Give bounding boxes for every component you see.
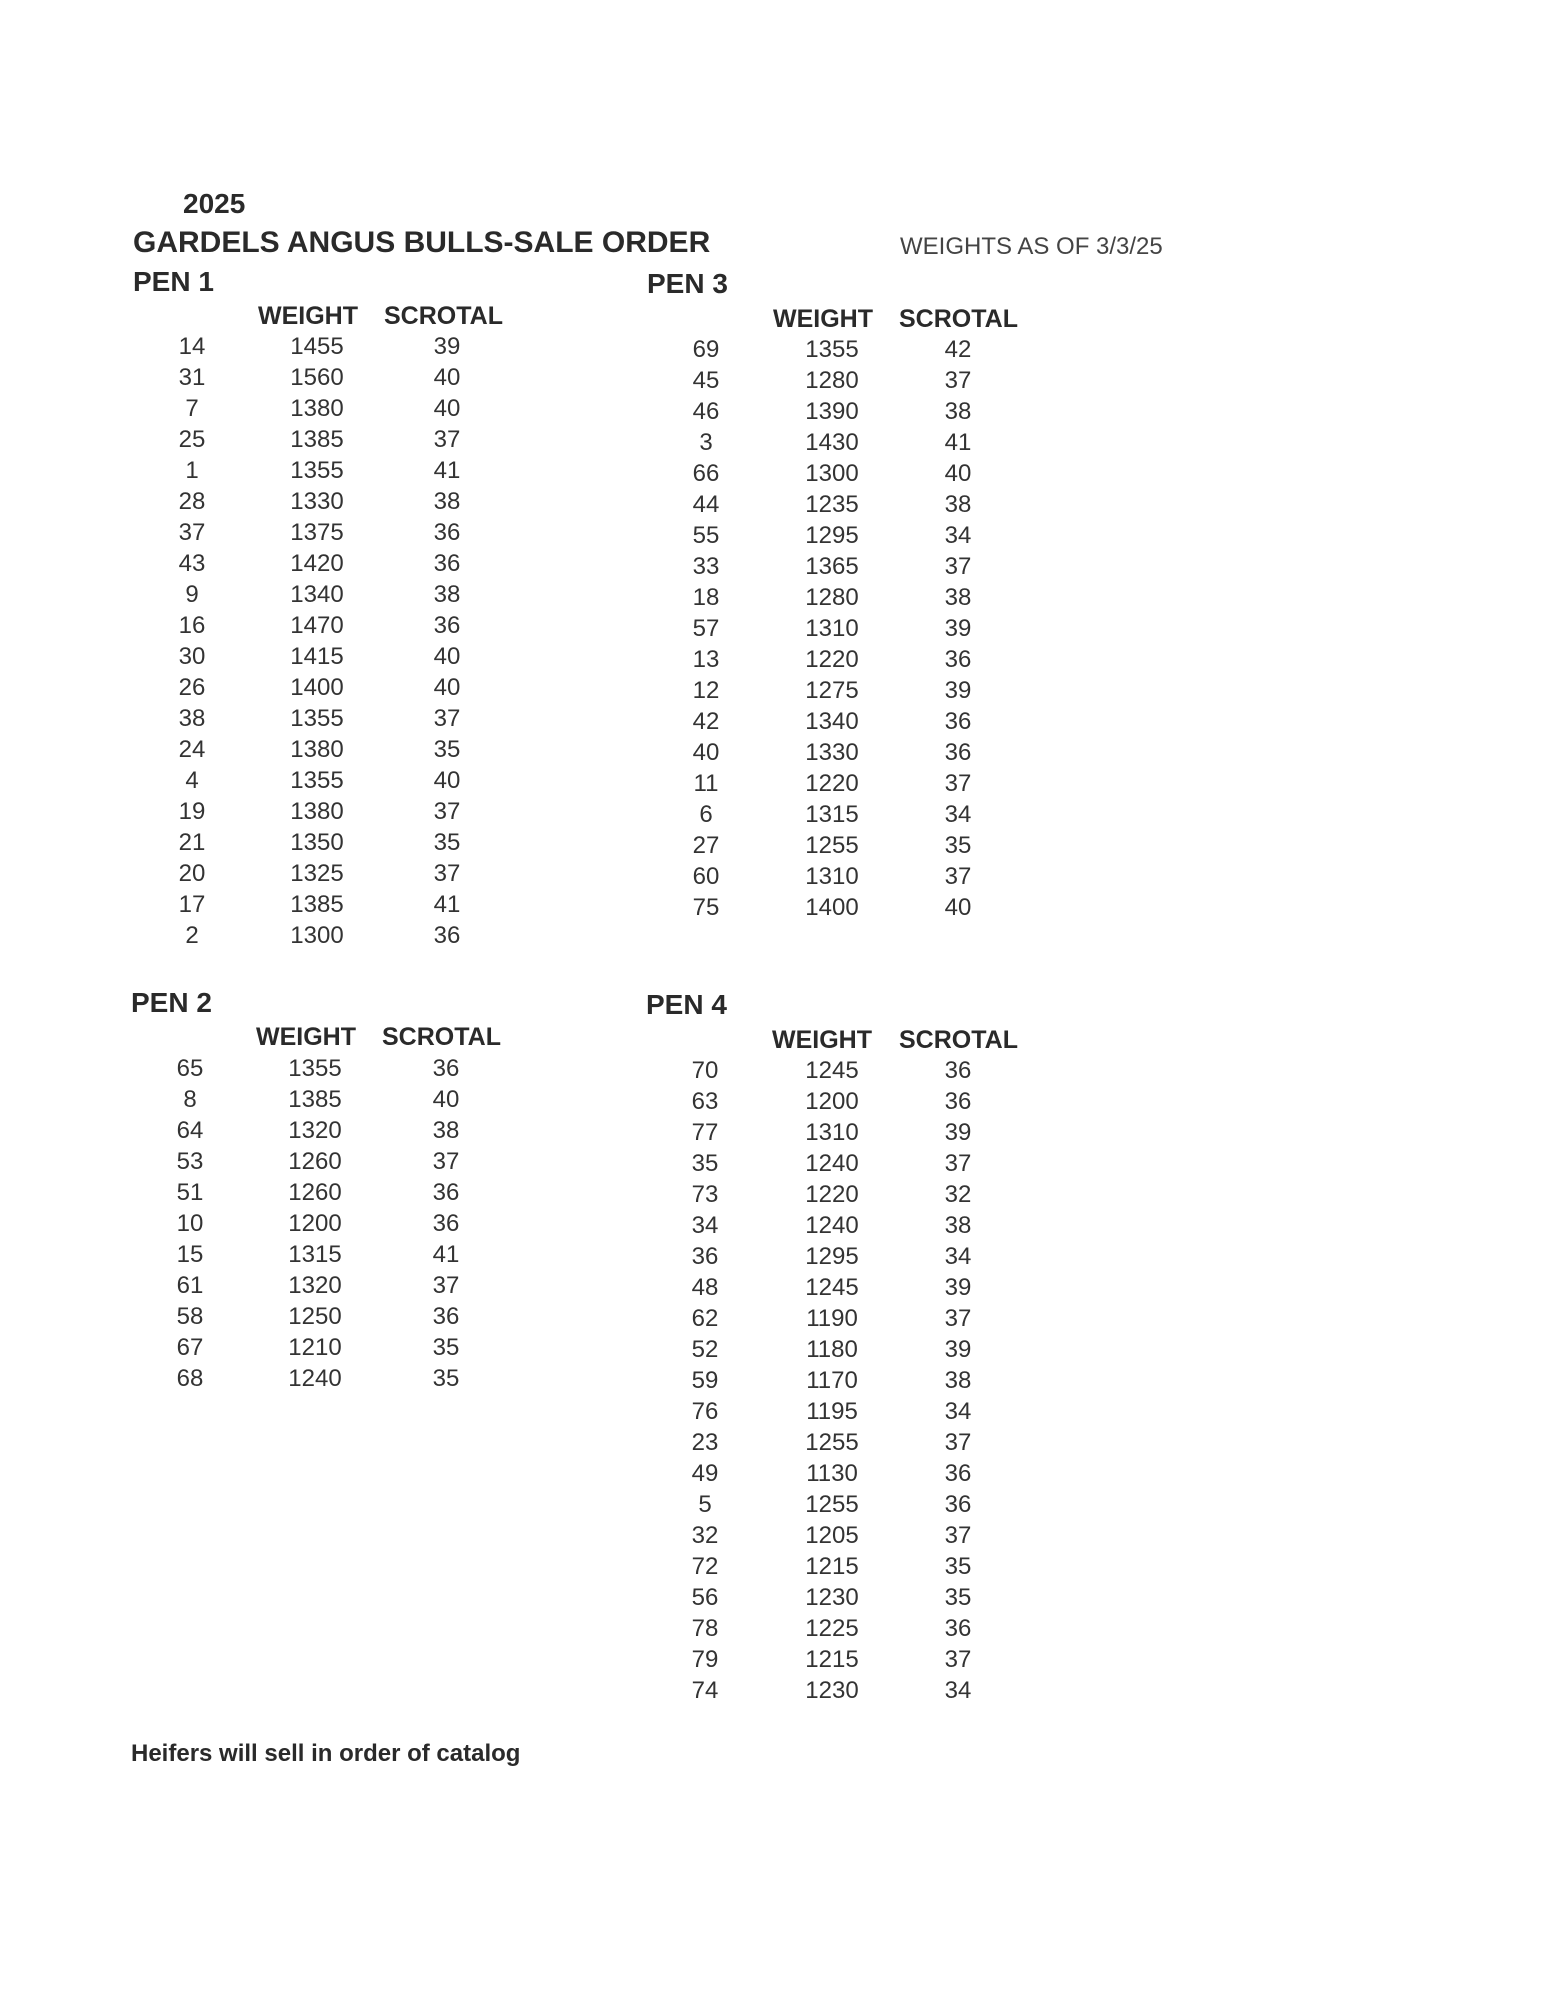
lot-number: 74 — [691, 1677, 719, 1704]
lot-number: 23 — [691, 1429, 719, 1456]
scrotal-value: 37 — [944, 1305, 972, 1332]
weight-value: 1130 — [806, 1460, 858, 1487]
weight-value: 1355 — [290, 767, 344, 794]
weight-value: 1430 — [805, 429, 859, 456]
scrotal-value: 34 — [944, 1398, 972, 1425]
scrotal-value: 35 — [433, 736, 461, 763]
lot-number: 38 — [178, 705, 206, 732]
weight-value: 1205 — [805, 1522, 859, 1549]
scrotal-value: 36 — [944, 708, 972, 735]
scrotal-value: 39 — [944, 1336, 972, 1363]
scrotal-value: 36 — [432, 1210, 460, 1237]
scrotal-value: 40 — [433, 364, 461, 391]
weight-value: 1320 — [288, 1117, 342, 1144]
weight-column-header: WEIGHT — [773, 305, 873, 333]
lot-number: 68 — [176, 1365, 204, 1392]
lot-number: 63 — [691, 1088, 719, 1115]
lot-number: 12 — [692, 677, 720, 704]
weight-value: 1390 — [805, 398, 859, 425]
lot-number: 67 — [176, 1334, 204, 1361]
scrotal-value: 36 — [944, 1088, 972, 1115]
lot-number: 6 — [699, 801, 713, 828]
lot-number: 35 — [691, 1150, 719, 1177]
scrotal-value: 36 — [944, 1057, 972, 1084]
weight-value: 1455 — [290, 333, 344, 360]
weight-value: 1245 — [805, 1274, 859, 1301]
scrotal-value: 38 — [433, 581, 461, 608]
scrotal-value: 37 — [433, 705, 461, 732]
weight-value: 1380 — [290, 395, 344, 422]
lot-number: 25 — [178, 426, 206, 453]
scrotal-value: 36 — [944, 1460, 972, 1487]
scrotal-value: 38 — [944, 584, 972, 611]
weight-value: 1380 — [290, 736, 344, 763]
scrotal-value: 36 — [432, 1303, 460, 1330]
lot-number: 44 — [692, 491, 720, 518]
scrotal-value: 37 — [944, 863, 972, 890]
scrotal-value: 35 — [432, 1365, 460, 1392]
weight-value: 1230 — [805, 1584, 859, 1611]
scrotal-value: 35 — [433, 829, 461, 856]
scrotal-value: 40 — [433, 674, 461, 701]
lot-number: 60 — [692, 863, 720, 890]
weight-value: 1210 — [288, 1334, 342, 1361]
scrotal-value: 35 — [944, 832, 972, 859]
scrotal-value: 35 — [944, 1584, 972, 1611]
lot-number: 3 — [699, 429, 713, 456]
weight-value: 1235 — [805, 491, 859, 518]
lot-number: 46 — [692, 398, 720, 425]
pen-label: PEN 3 — [647, 268, 728, 299]
scrotal-value: 38 — [944, 398, 972, 425]
lot-number: 9 — [185, 581, 199, 608]
scrotal-value: 34 — [944, 1243, 972, 1270]
pen-label: PEN 2 — [131, 987, 212, 1018]
lot-number: 69 — [692, 336, 720, 363]
scrotal-value: 40 — [433, 767, 461, 794]
weight-column-header: WEIGHT — [256, 1023, 356, 1051]
scrotal-value: 37 — [944, 1646, 972, 1673]
lot-number: 57 — [692, 615, 720, 642]
weight-value: 1400 — [805, 894, 859, 921]
weight-value: 1240 — [805, 1212, 859, 1239]
scrotal-value: 36 — [433, 519, 461, 546]
lot-number: 79 — [691, 1646, 719, 1673]
lot-number: 13 — [692, 646, 720, 673]
lot-number: 62 — [691, 1305, 719, 1332]
lot-number: 15 — [176, 1241, 204, 1268]
scrotal-value: 35 — [944, 1553, 972, 1580]
lot-number: 4 — [185, 767, 199, 794]
scrotal-value: 41 — [433, 891, 461, 918]
lot-number: 17 — [178, 891, 206, 918]
lot-number: 2 — [185, 922, 199, 949]
weight-value: 1215 — [805, 1553, 859, 1580]
lot-number: 5 — [698, 1491, 712, 1518]
lot-number: 1 — [185, 457, 199, 484]
weight-value: 1230 — [805, 1677, 859, 1704]
weight-value: 1200 — [288, 1210, 342, 1237]
scrotal-column-header: SCROTAL — [899, 305, 1018, 333]
weight-value: 1295 — [805, 522, 859, 549]
lot-number: 21 — [178, 829, 206, 856]
weight-value: 1420 — [290, 550, 344, 577]
weight-value: 1295 — [805, 1243, 859, 1270]
scrotal-value: 37 — [433, 860, 461, 887]
lot-number: 32 — [691, 1522, 719, 1549]
lot-number: 26 — [178, 674, 206, 701]
weight-value: 1350 — [290, 829, 344, 856]
scrotal-value: 40 — [944, 460, 972, 487]
footer-note: Heifers will sell in order of catalog — [131, 1740, 521, 1767]
lot-number: 18 — [692, 584, 720, 611]
scrotal-value: 37 — [433, 426, 461, 453]
weights-date-note: WEIGHTS AS OF 3/3/25 — [900, 233, 1163, 260]
weight-value: 1400 — [290, 674, 344, 701]
lot-number: 43 — [178, 550, 206, 577]
scrotal-value: 34 — [944, 1677, 972, 1704]
scrotal-value: 37 — [944, 770, 972, 797]
lot-number: 33 — [692, 553, 720, 580]
lot-number: 75 — [692, 894, 720, 921]
weight-value: 1260 — [288, 1179, 342, 1206]
lot-number: 72 — [691, 1553, 719, 1580]
weight-value: 1365 — [805, 553, 859, 580]
weight-value: 1385 — [288, 1086, 342, 1113]
lot-number: 48 — [691, 1274, 719, 1301]
pen-label: PEN 1 — [133, 266, 214, 297]
weight-value: 1315 — [288, 1241, 342, 1268]
weight-value: 1385 — [290, 891, 344, 918]
scrotal-value: 39 — [433, 333, 461, 360]
document-year: 2025 — [183, 188, 246, 219]
weight-value: 1310 — [805, 1119, 859, 1146]
lot-number: 77 — [691, 1119, 719, 1146]
scrotal-value: 40 — [433, 395, 461, 422]
weight-value: 1385 — [290, 426, 344, 453]
weight-value: 1320 — [288, 1272, 342, 1299]
scrotal-value: 32 — [944, 1181, 972, 1208]
weight-value: 1255 — [805, 1429, 859, 1456]
lot-number: 24 — [178, 736, 206, 763]
scrotal-value: 38 — [433, 488, 461, 515]
scrotal-value: 39 — [944, 1119, 972, 1146]
lot-number: 8 — [183, 1086, 197, 1113]
scrotal-column-header: SCROTAL — [382, 1023, 501, 1051]
weight-value: 1220 — [805, 1181, 859, 1208]
weight-value: 1220 — [805, 770, 859, 797]
weight-value: 1355 — [288, 1055, 342, 1082]
lot-number: 10 — [176, 1210, 204, 1237]
lot-number: 52 — [691, 1336, 719, 1363]
weight-value: 1355 — [805, 336, 859, 363]
weight-value: 1375 — [290, 519, 344, 546]
weight-value: 1330 — [290, 488, 344, 515]
weight-value: 1200 — [805, 1088, 859, 1115]
scrotal-value: 41 — [944, 429, 972, 456]
lot-number: 34 — [691, 1212, 719, 1239]
weight-value: 1190 — [806, 1305, 858, 1332]
lot-number: 45 — [692, 367, 720, 394]
weight-column-header: WEIGHT — [258, 302, 358, 330]
scrotal-value: 34 — [944, 801, 972, 828]
lot-number: 53 — [176, 1148, 204, 1175]
scrotal-value: 38 — [944, 1212, 972, 1239]
weight-value: 1245 — [805, 1057, 859, 1084]
lot-number: 16 — [178, 612, 206, 639]
weight-value: 1260 — [288, 1148, 342, 1175]
weight-value: 1340 — [805, 708, 859, 735]
lot-number: 70 — [691, 1057, 719, 1084]
lot-number: 49 — [691, 1460, 719, 1487]
lot-number: 65 — [176, 1055, 204, 1082]
weight-value: 1340 — [290, 581, 344, 608]
lot-number: 40 — [692, 739, 720, 766]
scrotal-column-header: SCROTAL — [384, 302, 503, 330]
lot-number: 19 — [178, 798, 206, 825]
scrotal-value: 36 — [944, 646, 972, 673]
lot-number: 28 — [178, 488, 206, 515]
weight-value: 1225 — [805, 1615, 859, 1642]
weight-value: 1275 — [805, 677, 859, 704]
scrotal-value: 40 — [944, 894, 972, 921]
lot-number: 36 — [691, 1243, 719, 1270]
weight-column-header: WEIGHT — [772, 1026, 872, 1054]
scrotal-value: 41 — [432, 1241, 460, 1268]
lot-number: 20 — [178, 860, 206, 887]
weight-value: 1220 — [805, 646, 859, 673]
weight-value: 1300 — [805, 460, 859, 487]
scrotal-value: 37 — [433, 798, 461, 825]
weight-value: 1250 — [288, 1303, 342, 1330]
document-title: GARDELS ANGUS BULLS-SALE ORDER — [133, 226, 711, 259]
lot-number: 76 — [691, 1398, 719, 1425]
weight-value: 1280 — [805, 367, 859, 394]
scrotal-value: 37 — [432, 1272, 460, 1299]
scrotal-value: 37 — [944, 1522, 972, 1549]
weight-value: 1315 — [805, 801, 859, 828]
lot-number: 61 — [176, 1272, 204, 1299]
lot-number: 7 — [185, 395, 199, 422]
lot-number: 78 — [691, 1615, 719, 1642]
scrotal-value: 37 — [944, 367, 972, 394]
scrotal-value: 36 — [944, 1615, 972, 1642]
scrotal-value: 36 — [433, 922, 461, 949]
weight-value: 1170 — [806, 1367, 858, 1394]
weight-value: 1240 — [805, 1150, 859, 1177]
scrotal-column-header: SCROTAL — [899, 1026, 1018, 1054]
scrotal-value: 38 — [944, 1367, 972, 1394]
lot-number: 11 — [693, 770, 719, 797]
lot-number: 31 — [178, 364, 206, 391]
scrotal-value: 37 — [944, 553, 972, 580]
scrotal-value: 36 — [432, 1055, 460, 1082]
lot-number: 37 — [178, 519, 206, 546]
scrotal-value: 36 — [432, 1179, 460, 1206]
weight-value: 1470 — [290, 612, 344, 639]
weight-value: 1255 — [805, 1491, 859, 1518]
lot-number: 42 — [692, 708, 720, 735]
scrotal-value: 39 — [944, 615, 972, 642]
weight-value: 1310 — [805, 863, 859, 890]
weight-value: 1180 — [806, 1336, 858, 1363]
scrotal-value: 37 — [432, 1148, 460, 1175]
weight-value: 1310 — [805, 615, 859, 642]
scrotal-value: 39 — [944, 1274, 972, 1301]
weight-value: 1280 — [805, 584, 859, 611]
weight-value: 1355 — [290, 457, 344, 484]
weight-value: 1380 — [290, 798, 344, 825]
scrotal-value: 39 — [944, 677, 972, 704]
weight-value: 1300 — [290, 922, 344, 949]
weight-value: 1325 — [290, 860, 344, 887]
lot-number: 51 — [176, 1179, 204, 1206]
lot-number: 30 — [178, 643, 206, 670]
lot-number: 14 — [178, 333, 206, 360]
scrotal-value: 36 — [944, 1491, 972, 1518]
weight-value: 1415 — [290, 643, 344, 670]
weight-value: 1255 — [805, 832, 859, 859]
scrotal-value: 36 — [944, 739, 972, 766]
weight-value: 1240 — [288, 1365, 342, 1392]
scrotal-value: 40 — [433, 643, 461, 670]
scrotal-value: 38 — [432, 1117, 460, 1144]
scrotal-value: 37 — [944, 1429, 972, 1456]
weight-value: 1355 — [290, 705, 344, 732]
lot-number: 55 — [692, 522, 720, 549]
scrotal-value: 37 — [944, 1150, 972, 1177]
lot-number: 56 — [691, 1584, 719, 1611]
lot-number: 27 — [692, 832, 720, 859]
lot-number: 73 — [691, 1181, 719, 1208]
scrotal-value: 36 — [433, 612, 461, 639]
weight-value: 1195 — [806, 1398, 858, 1425]
lot-number: 64 — [176, 1117, 204, 1144]
lot-number: 66 — [692, 460, 720, 487]
scrotal-value: 38 — [944, 491, 972, 518]
pen-label: PEN 4 — [646, 989, 727, 1020]
weight-value: 1560 — [290, 364, 344, 391]
weight-value: 1330 — [805, 739, 859, 766]
scrotal-value: 34 — [944, 522, 972, 549]
lot-number: 58 — [176, 1303, 204, 1330]
lot-number: 59 — [691, 1367, 719, 1394]
scrotal-value: 35 — [432, 1334, 460, 1361]
scrotal-value: 36 — [433, 550, 461, 577]
scrotal-value: 41 — [433, 457, 461, 484]
weight-value: 1215 — [805, 1646, 859, 1673]
scrotal-value: 40 — [432, 1086, 460, 1113]
scrotal-value: 42 — [944, 336, 972, 363]
